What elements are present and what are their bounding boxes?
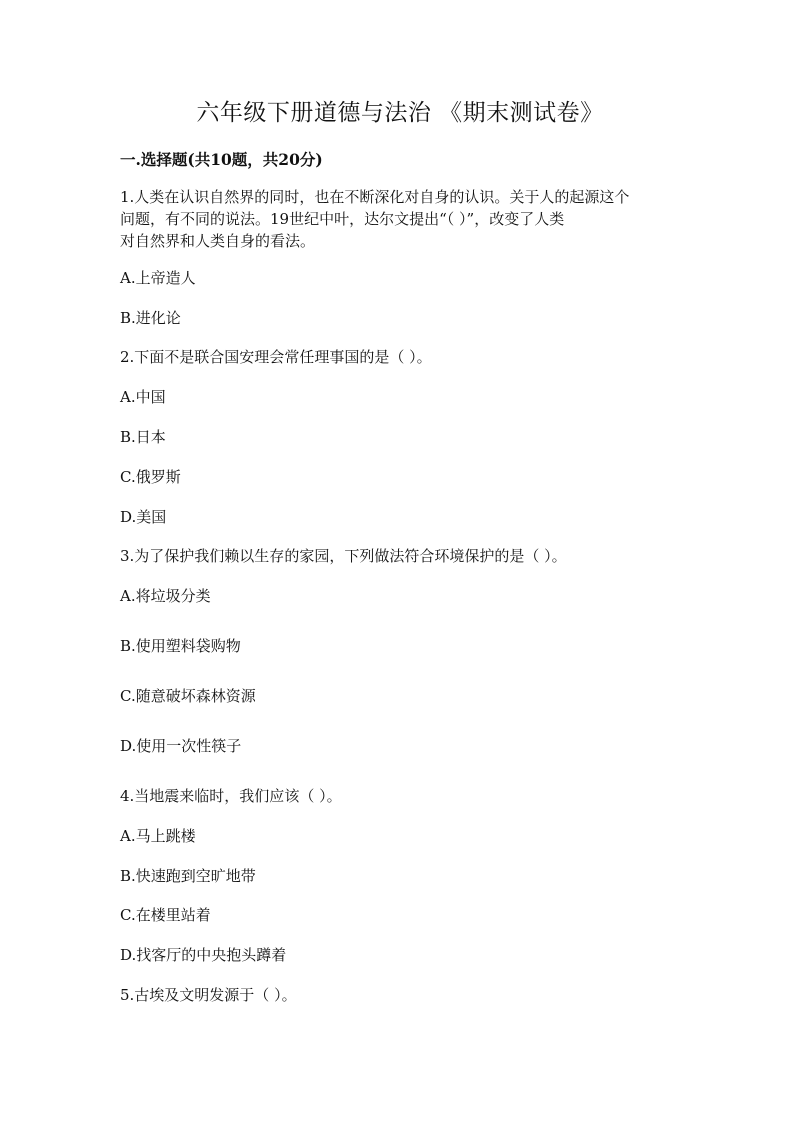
question-1-option-b: B.进化论: [120, 309, 181, 327]
page-title: 六年级下册道德与法治 《期末测试卷》: [196, 100, 604, 126]
question-4-option-a: A.马上跳楼: [120, 827, 196, 845]
question-2-option-b: B.日本: [120, 428, 166, 446]
question-1-stem-line-1: 1.人类在认识自然界的同时，也在不断深化对自身的认识。关于人的起源这个: [120, 188, 630, 206]
question-2-option-a: A.中国: [120, 388, 166, 406]
question-3-option-b: B.使用塑料袋购物: [120, 637, 241, 655]
question-5-stem: 5.古埃及文明发源于（ ）。: [120, 986, 297, 1004]
question-3-option-c: C.随意破坏森林资源: [120, 687, 256, 705]
question-1-option-a: A.上帝造人: [120, 269, 196, 287]
question-4-option-c: C.在楼里站着: [120, 906, 211, 924]
section-heading: 一.选择题(共10题，共20分): [120, 150, 323, 169]
question-2-option-c: C.俄罗斯: [120, 468, 181, 486]
question-3-stem: 3.为了保护我们赖以生存的家园，下列做法符合环境保护的是（ ）。: [120, 547, 567, 565]
question-1-stem-line-2: 问题，有不同的说法。19世纪中叶，达尔文提出“（ ）”，改变了人类: [120, 210, 565, 228]
question-4-option-d: D.找客厅的中央抱头蹲着: [120, 946, 287, 964]
question-3-option-a: A.将垃圾分类: [120, 587, 211, 605]
question-2-stem: 2.下面不是联合国安理会常任理事国的是（ ）。: [120, 348, 432, 366]
question-4-stem: 4.当地震来临时，我们应该（ ）。: [120, 787, 342, 805]
question-3-option-d: D.使用一次性筷子: [120, 737, 242, 755]
question-4-option-b: B.快速跑到空旷地带: [120, 867, 256, 885]
question-1-stem-line-3: 对自然界和人类自身的看法。: [120, 232, 316, 250]
question-2-option-d: D.美国: [120, 508, 167, 526]
